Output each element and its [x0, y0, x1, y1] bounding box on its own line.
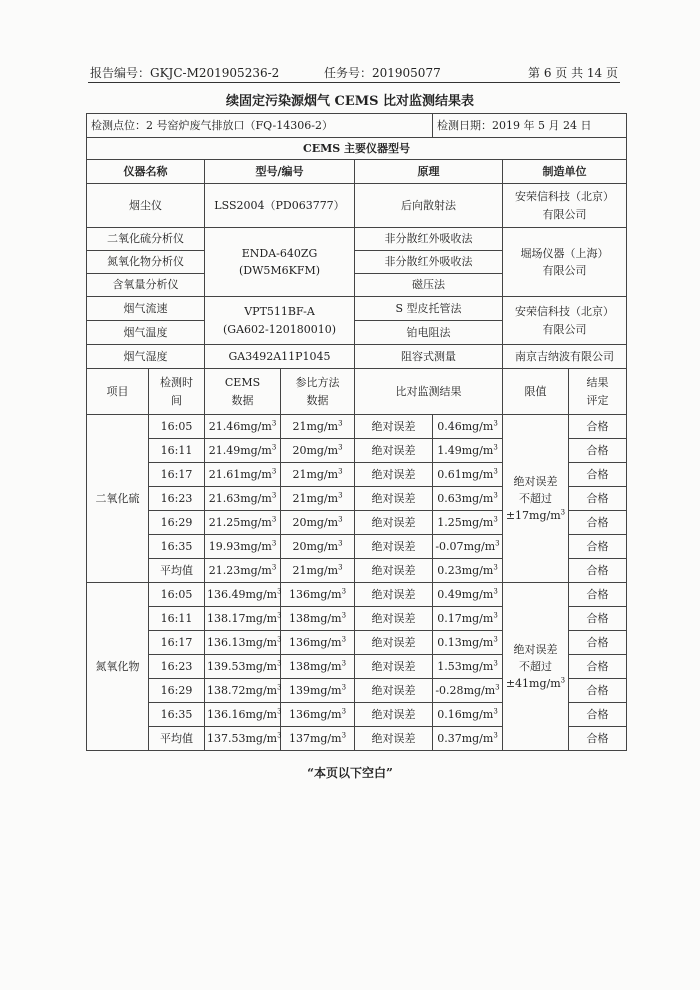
error-value-cell: [433, 439, 503, 463]
unit-exponent: 3: [338, 563, 343, 572]
unit-exponent: 3: [271, 491, 277, 500]
error-value-cell: [433, 583, 503, 607]
unit: mg/m: [461, 611, 494, 625]
unit: mg/m: [461, 563, 494, 577]
nox-limit: [503, 583, 569, 751]
value: 21.61: [208, 467, 241, 481]
limit-line: 绝对误差: [513, 474, 558, 488]
unit-exponent: 3: [277, 659, 282, 668]
time-cell: 16:29: [149, 511, 205, 535]
unit-exponent: 3: [341, 635, 347, 644]
unit: mg/m: [309, 731, 342, 745]
value: 0.23: [437, 563, 462, 577]
humidity-instrument-name: 烟气湿度: [87, 345, 205, 369]
unit: mg/m: [461, 587, 494, 601]
unit: mg/m: [461, 467, 494, 481]
time-cell: 16:35: [149, 535, 205, 559]
unit: mg/m: [306, 443, 339, 457]
cems-cell: [205, 655, 281, 679]
unit: mg/m: [461, 707, 494, 721]
cems-cell: [205, 439, 281, 463]
error-label-cell: 绝对误差: [355, 415, 433, 439]
value: 21: [292, 491, 307, 505]
error-label-cell: 绝对误差: [355, 727, 433, 751]
maker-line: 安荣信科技（北京）: [515, 305, 614, 319]
col-limit: 限值: [503, 369, 569, 415]
value: 21.23: [208, 563, 241, 577]
value: 21: [292, 467, 307, 481]
unit: mg/m: [245, 635, 278, 649]
value: 0.63: [437, 491, 462, 505]
unit-exponent: 3: [338, 443, 343, 452]
eval-cell: 合格: [569, 511, 627, 535]
header-line: 数据: [306, 393, 329, 407]
unit: mg/m: [240, 419, 272, 433]
value: 139.53: [207, 659, 246, 673]
unit-exponent: 3: [495, 683, 500, 692]
col-model: 型号/编号: [205, 160, 355, 184]
value: 20: [292, 539, 307, 553]
unit-exponent: 3: [341, 587, 347, 596]
eval-cell: 合格: [569, 727, 627, 751]
ref-cell: [281, 703, 355, 727]
error-label-cell: 绝对误差: [355, 511, 433, 535]
ref-cell: [281, 511, 355, 535]
unit: mg/m: [461, 515, 494, 529]
unit: mg/m: [461, 659, 494, 673]
o2-analyzer-principle: 磁压法: [355, 274, 503, 297]
unit-exponent: 3: [341, 731, 347, 740]
so2-analyzer-principle: 非分散红外吸收法: [355, 228, 503, 251]
unit-exponent: 3: [560, 676, 566, 685]
unit: mg/m: [461, 491, 494, 505]
cems-cell: [205, 679, 281, 703]
value: 139: [288, 683, 310, 697]
value: 0.37: [437, 731, 462, 745]
time-cell: 平均值: [149, 727, 205, 751]
value: 136: [288, 587, 310, 601]
time-cell: 16:11: [149, 607, 205, 631]
time-cell: 16:17: [149, 631, 205, 655]
unit-exponent: 3: [493, 587, 498, 596]
task-number: 任务号：201905077: [324, 66, 441, 80]
ref-cell: [281, 559, 355, 583]
table-row: [87, 583, 627, 607]
monitor-date: 检测日期：2019 年 5 月 24 日: [433, 114, 627, 138]
flow-instrument-model: [205, 297, 355, 345]
unit: mg/m: [240, 539, 272, 553]
so2-results: [87, 415, 627, 583]
limit-line: ±41mg/m: [505, 677, 561, 691]
unit-exponent: 3: [338, 515, 343, 524]
flow-instrument-maker: [503, 297, 627, 345]
unit: mg/m: [245, 683, 278, 697]
value: 136: [288, 635, 310, 649]
flow-instrument-name: 烟气流速: [87, 297, 205, 321]
value: 19.93: [208, 539, 241, 553]
error-value-cell: [433, 655, 503, 679]
dust-instrument-maker: [503, 184, 627, 228]
error-label-cell: 绝对误差: [355, 583, 433, 607]
unit: mg/m: [461, 443, 494, 457]
model-line: (GA602-120180010): [222, 322, 336, 336]
error-value-cell: [433, 415, 503, 439]
header-line: CEMS: [224, 376, 261, 390]
so2-item-name: 二氧化硫: [87, 415, 149, 583]
unit-exponent: 3: [277, 683, 282, 692]
cems-cell: [205, 727, 281, 751]
time-cell: 16:05: [149, 415, 205, 439]
model-line: ENDA-640ZG: [241, 246, 318, 260]
unit: mg/m: [306, 467, 339, 481]
unit: mg/m: [309, 587, 342, 601]
so2-limit: [503, 415, 569, 583]
error-label-cell: 绝对误差: [355, 703, 433, 727]
header-line: 间: [171, 393, 182, 407]
unit-exponent: 3: [493, 563, 498, 572]
error-value-cell: [433, 559, 503, 583]
eval-cell: 合格: [569, 535, 627, 559]
time-cell: 16:29: [149, 679, 205, 703]
ref-cell: [281, 439, 355, 463]
cems-cell: [205, 607, 281, 631]
maker-line: 有限公司: [542, 207, 587, 221]
unit: mg/m: [463, 539, 496, 553]
unit: mg/m: [245, 587, 278, 601]
dust-instrument-principle: 后向散射法: [355, 184, 503, 228]
col-principle: 原理: [355, 160, 503, 184]
error-value-cell: [433, 631, 503, 655]
limit-line: 绝对误差: [513, 642, 558, 656]
col-time: [149, 369, 205, 415]
error-label-cell: 绝对误差: [355, 439, 433, 463]
value: 0.13: [437, 635, 462, 649]
value: -0.07: [435, 539, 464, 553]
value: 20: [292, 515, 307, 529]
unit: mg/m: [309, 707, 342, 721]
error-value-cell: [433, 535, 503, 559]
value: 21.25: [208, 515, 241, 529]
unit-exponent: 3: [271, 515, 277, 524]
value: 20: [292, 443, 307, 457]
humidity-instrument-model: GA3492A11P1045: [205, 345, 355, 369]
dust-instrument-model: LSS2004（PD063777）: [205, 184, 355, 228]
error-label-cell: 绝对误差: [355, 559, 433, 583]
col-maker: 制造单位: [503, 160, 627, 184]
error-value-cell: [433, 727, 503, 751]
unit-exponent: 3: [277, 635, 282, 644]
flow-instrument-principle: S 型皮托管法: [355, 297, 503, 321]
nox-analyzer-principle: 非分散红外吸收法: [355, 251, 503, 274]
col-instrument-name: 仪器名称: [87, 160, 205, 184]
ref-cell: [281, 727, 355, 751]
ref-cell: [281, 583, 355, 607]
table-row: [87, 415, 627, 439]
eval-cell: 合格: [569, 583, 627, 607]
eval-cell: 合格: [569, 415, 627, 439]
unit-exponent: 3: [493, 635, 498, 644]
unit-exponent: 3: [493, 659, 498, 668]
error-label-cell: 绝对误差: [355, 631, 433, 655]
col-eval: [569, 369, 627, 415]
unit: mg/m: [245, 611, 278, 625]
value: 0.16: [437, 707, 462, 721]
unit-exponent: 3: [341, 683, 347, 692]
time-cell: 16:17: [149, 463, 205, 487]
value: 0.61: [437, 467, 462, 481]
instruments-section-title: CEMS 主要仪器型号: [87, 138, 627, 160]
unit-exponent: 3: [341, 659, 347, 668]
model-line: VPT511BF-A: [244, 305, 315, 319]
ref-cell: [281, 631, 355, 655]
eval-cell: 合格: [569, 703, 627, 727]
header-line: 评定: [586, 393, 609, 407]
error-label-cell: 绝对误差: [355, 655, 433, 679]
dust-instrument-name: 烟尘仪: [87, 184, 205, 228]
value: 0.17: [437, 611, 462, 625]
blank-below-note: “本页以下空白”: [307, 766, 393, 780]
value: 136: [288, 707, 310, 721]
col-cems: [205, 369, 281, 415]
value: 21: [292, 419, 307, 433]
time-cell: 16:05: [149, 583, 205, 607]
header-line: 结果: [586, 376, 609, 390]
value: 136.13: [207, 635, 246, 649]
unit-exponent: 3: [493, 491, 498, 500]
page-title: 续固定污染源烟气 CEMS 比对监测结果表: [225, 94, 475, 109]
value: 0.49: [437, 587, 462, 601]
ref-cell: [281, 655, 355, 679]
unit-exponent: 3: [493, 611, 498, 620]
value: 21.46: [208, 419, 241, 433]
value: 137: [288, 731, 310, 745]
time-cell: 16:35: [149, 703, 205, 727]
unit-exponent: 3: [493, 443, 498, 452]
error-label-cell: 绝对误差: [355, 535, 433, 559]
unit-exponent: 3: [271, 539, 277, 548]
unit-exponent: 3: [495, 539, 500, 548]
value: -0.28: [435, 683, 464, 697]
unit: mg/m: [309, 611, 342, 625]
time-cell: 16:11: [149, 439, 205, 463]
report-number: 报告编号：GKJC-M201905236-2: [90, 66, 280, 80]
unit: mg/m: [306, 563, 339, 577]
unit: mg/m: [245, 707, 278, 721]
limit-line: ±17mg/m: [505, 509, 561, 523]
humidity-instrument-principle: 阻容式测量: [355, 345, 503, 369]
header-line: 检测时: [160, 376, 193, 390]
unit: mg/m: [306, 515, 339, 529]
unit-exponent: 3: [271, 467, 277, 476]
eval-cell: 合格: [569, 487, 627, 511]
unit-exponent: 3: [271, 443, 277, 452]
value: 136.16: [207, 707, 246, 721]
unit-exponent: 3: [338, 491, 343, 500]
page-header: [88, 62, 620, 83]
ref-cell: [281, 463, 355, 487]
error-value-cell: [433, 607, 503, 631]
nox-item-name: 氮氧化物: [87, 583, 149, 751]
limit-line: 不超过: [519, 491, 552, 505]
value: 0.46: [437, 419, 462, 433]
unit-exponent: 3: [341, 707, 347, 716]
temp-instrument-principle: 铂电阻法: [355, 321, 503, 345]
unit: mg/m: [240, 491, 272, 505]
cems-cell: [205, 583, 281, 607]
maker-line: 有限公司: [542, 322, 587, 336]
results-table: [86, 113, 627, 751]
cems-cell: [205, 415, 281, 439]
eval-cell: 合格: [569, 631, 627, 655]
header-line: 参比方法: [295, 376, 340, 390]
unit-exponent: 3: [338, 419, 343, 428]
unit: mg/m: [461, 635, 494, 649]
unit: mg/m: [461, 731, 494, 745]
so2-analyzer-name: 二氧化硫分析仪: [87, 228, 205, 251]
value: 1.25: [437, 515, 462, 529]
eval-cell: 合格: [569, 559, 627, 583]
eval-cell: 合格: [569, 607, 627, 631]
time-cell: 16:23: [149, 655, 205, 679]
ref-cell: [281, 679, 355, 703]
cems-cell: [205, 535, 281, 559]
value: 137.53: [207, 731, 246, 745]
header-line: 数据: [231, 393, 254, 407]
maker-line: 安荣信科技（北京）: [515, 190, 614, 204]
cems-cell: [205, 511, 281, 535]
error-value-cell: [433, 703, 503, 727]
error-label-cell: 绝对误差: [355, 679, 433, 703]
value: 136.49: [207, 587, 246, 601]
col-result: 比对监测结果: [355, 369, 503, 415]
unit-exponent: 3: [271, 563, 277, 572]
eval-cell: 合格: [569, 439, 627, 463]
value: 138: [288, 659, 310, 673]
unit-exponent: 3: [338, 467, 343, 476]
unit-exponent: 3: [493, 731, 498, 740]
error-value-cell: [433, 463, 503, 487]
nox-results: [87, 583, 627, 751]
value: 21.49: [208, 443, 241, 457]
unit-exponent: 3: [493, 515, 498, 524]
value: 138.72: [207, 683, 246, 697]
error-label-cell: 绝对误差: [355, 487, 433, 511]
ref-cell: [281, 535, 355, 559]
unit: mg/m: [245, 731, 278, 745]
unit: mg/m: [240, 467, 272, 481]
time-cell: 平均值: [149, 559, 205, 583]
unit-exponent: 3: [493, 707, 498, 716]
nox-analyzer-name: 氮氧化物分析仪: [87, 251, 205, 274]
eval-cell: 合格: [569, 655, 627, 679]
unit: mg/m: [309, 683, 342, 697]
cems-cell: [205, 559, 281, 583]
unit: mg/m: [309, 635, 342, 649]
value: 138: [288, 611, 310, 625]
ref-cell: [281, 415, 355, 439]
gas-analyzer-maker: [503, 228, 627, 297]
maker-line: 堀场仪器（上海）: [520, 246, 609, 260]
col-ref: [281, 369, 355, 415]
monitor-location: 检测点位：2 号窑炉废气排放口（FQ-14306-2）: [87, 114, 433, 138]
cems-cell: [205, 631, 281, 655]
unit-exponent: 3: [493, 419, 498, 428]
unit: mg/m: [240, 443, 272, 457]
cems-cell: [205, 703, 281, 727]
error-value-cell: [433, 511, 503, 535]
unit-exponent: 3: [493, 467, 498, 476]
unit-exponent: 3: [277, 611, 282, 620]
unit-exponent: 3: [277, 587, 282, 596]
maker-line: 有限公司: [542, 264, 587, 277]
unit: mg/m: [306, 419, 339, 433]
time-cell: 16:23: [149, 487, 205, 511]
humidity-instrument-maker: 南京吉纳波有限公司: [503, 345, 627, 369]
col-item: 项目: [87, 369, 149, 415]
unit: mg/m: [245, 659, 278, 673]
limit-line: 不超过: [519, 659, 552, 673]
value: 21: [292, 563, 307, 577]
error-value-cell: [433, 487, 503, 511]
unit-exponent: 3: [338, 539, 343, 548]
cems-cell: [205, 463, 281, 487]
temp-instrument-name: 烟气温度: [87, 321, 205, 345]
unit-exponent: 3: [277, 707, 282, 716]
ref-cell: [281, 607, 355, 631]
unit-exponent: 3: [277, 731, 282, 740]
unit: mg/m: [463, 683, 496, 697]
value: 1.53: [437, 659, 462, 673]
value: 138.17: [207, 611, 246, 625]
error-label-cell: 绝对误差: [355, 463, 433, 487]
eval-cell: 合格: [569, 463, 627, 487]
unit: mg/m: [240, 515, 272, 529]
value: 1.49: [437, 443, 462, 457]
cems-cell: [205, 487, 281, 511]
eval-cell: 合格: [569, 679, 627, 703]
gas-analyzer-model: [205, 228, 355, 297]
error-value-cell: [433, 679, 503, 703]
model-line: (DW5M6KFM): [238, 264, 321, 277]
unit: mg/m: [461, 419, 494, 433]
unit: mg/m: [240, 563, 272, 577]
unit: mg/m: [306, 491, 339, 505]
error-label-cell: 绝对误差: [355, 607, 433, 631]
unit-exponent: 3: [341, 611, 347, 620]
o2-analyzer-name: 含氧量分析仪: [87, 274, 205, 297]
page-number: 第 6 页 共 14 页: [528, 66, 618, 80]
unit: mg/m: [306, 539, 339, 553]
unit-exponent: 3: [560, 508, 566, 517]
unit-exponent: 3: [271, 419, 277, 428]
unit: mg/m: [309, 659, 342, 673]
ref-cell: [281, 487, 355, 511]
value: 21.63: [208, 491, 241, 505]
